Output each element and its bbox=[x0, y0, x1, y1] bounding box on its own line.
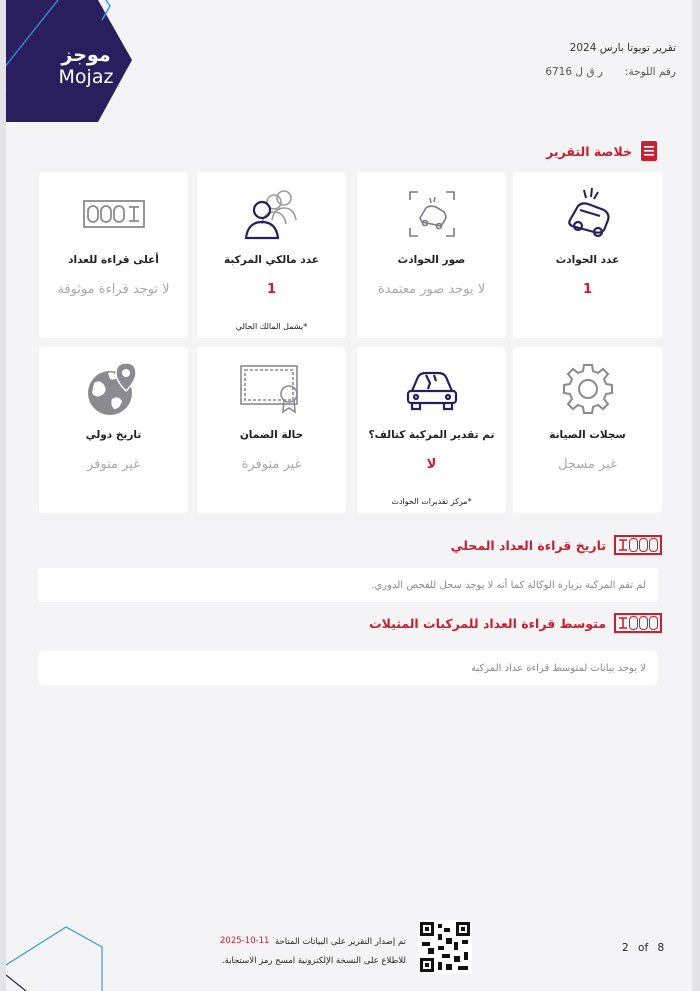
damaged-car-icon bbox=[404, 365, 460, 413]
card-owners-count bbox=[197, 172, 346, 338]
card-label: تم تقدير المركبة كتالف؟ bbox=[368, 429, 495, 441]
page-number bbox=[622, 942, 664, 954]
report-document-icon bbox=[640, 140, 658, 162]
local-odometer-text: لم تقم المركبة بزيارة الوكالة كما أنه لا يوجد سجل للفحص الدوري. bbox=[371, 579, 646, 591]
avg-odometer-title: متوسط قراءة العداد للمركبات المثيلات bbox=[369, 615, 606, 631]
gear-icon bbox=[560, 361, 616, 417]
qr-code-icon[interactable] bbox=[418, 920, 472, 974]
card-label: أعلى قراءة للعداد bbox=[68, 254, 159, 266]
report-header bbox=[545, 42, 676, 78]
logo-latin: Mojaz bbox=[58, 66, 114, 88]
card-value: لا bbox=[426, 457, 437, 472]
card-warranty-status bbox=[197, 347, 346, 513]
card-value: غير متوفر bbox=[86, 457, 140, 472]
card-note: *مركز تقديرات الحوادث bbox=[391, 497, 472, 506]
card-label: حالة الضمان bbox=[239, 429, 304, 441]
plate-line bbox=[545, 66, 676, 78]
card-label: سجلات الصيانة bbox=[549, 429, 626, 441]
accident-photo-icon bbox=[404, 186, 460, 242]
card-total-loss bbox=[357, 347, 506, 513]
page-of: of bbox=[638, 942, 649, 954]
card-label: صور الحوادث bbox=[397, 254, 466, 266]
crashed-car-icon bbox=[560, 186, 616, 242]
plate-value: ر ق ل 6716 bbox=[545, 66, 603, 78]
odometer-red-icon bbox=[614, 535, 662, 555]
card-value: غير متوفرة bbox=[241, 457, 302, 472]
certificate-icon bbox=[239, 364, 305, 414]
card-value: غير مسجل bbox=[558, 457, 617, 472]
card-accident-photos bbox=[357, 172, 506, 338]
card-international-history bbox=[39, 347, 188, 513]
card-accidents-count bbox=[513, 172, 662, 338]
local-odometer-title: تاريخ قراءة العداد المحلي bbox=[450, 537, 606, 553]
odometer-icon bbox=[83, 199, 145, 229]
footer-issued-label: تم إصدار التقرير على البيانات المتاحة bbox=[274, 937, 406, 947]
avg-odometer-heading bbox=[369, 613, 662, 633]
report-title: تقرير تويوتا بارس 2024 bbox=[569, 42, 676, 54]
avg-odometer-info bbox=[38, 651, 658, 685]
footer-issued-date: 2025-10-11 bbox=[220, 936, 270, 946]
card-label: تاريخ دولي bbox=[85, 429, 142, 441]
card-value: لا يوجد صور معتمدة bbox=[377, 282, 486, 297]
local-odometer-heading bbox=[451, 535, 662, 555]
owners-icon bbox=[240, 186, 304, 242]
card-note: *يشمل المالك الحالي bbox=[235, 322, 308, 331]
plate-label: رقم اللوحة: bbox=[624, 66, 676, 78]
page-current: 2 bbox=[622, 942, 629, 954]
footer-scan-note: للاطلاع على النسخة الإلكترونية امسح رمز الاستجابة. bbox=[221, 956, 406, 966]
page-total: 8 bbox=[657, 942, 665, 954]
globe-pin-icon bbox=[84, 359, 144, 419]
avg-odometer-text: لا يوجد بيانات لمتوسط قراءة عداد المركبة bbox=[471, 662, 646, 674]
footer-decoration-icon bbox=[6, 925, 106, 991]
report-page bbox=[6, 0, 692, 991]
card-highest-odometer bbox=[39, 172, 188, 338]
logo-arabic: موجز bbox=[61, 44, 111, 66]
summary-heading bbox=[546, 140, 658, 162]
odometer-red-icon bbox=[614, 613, 662, 633]
card-value: 1 bbox=[266, 282, 277, 297]
summary-title: خلاصة التقرير bbox=[546, 143, 632, 159]
card-label: عدد مالكي المركبة bbox=[224, 254, 319, 266]
card-value: لا توجد قراءة موثوقة bbox=[57, 282, 170, 297]
card-maintenance-records bbox=[513, 347, 662, 513]
card-label: عدد الحوادث bbox=[555, 254, 620, 266]
mojaz-logo bbox=[6, 0, 146, 130]
card-value: 1 bbox=[582, 282, 593, 297]
local-odometer-info bbox=[38, 568, 658, 602]
